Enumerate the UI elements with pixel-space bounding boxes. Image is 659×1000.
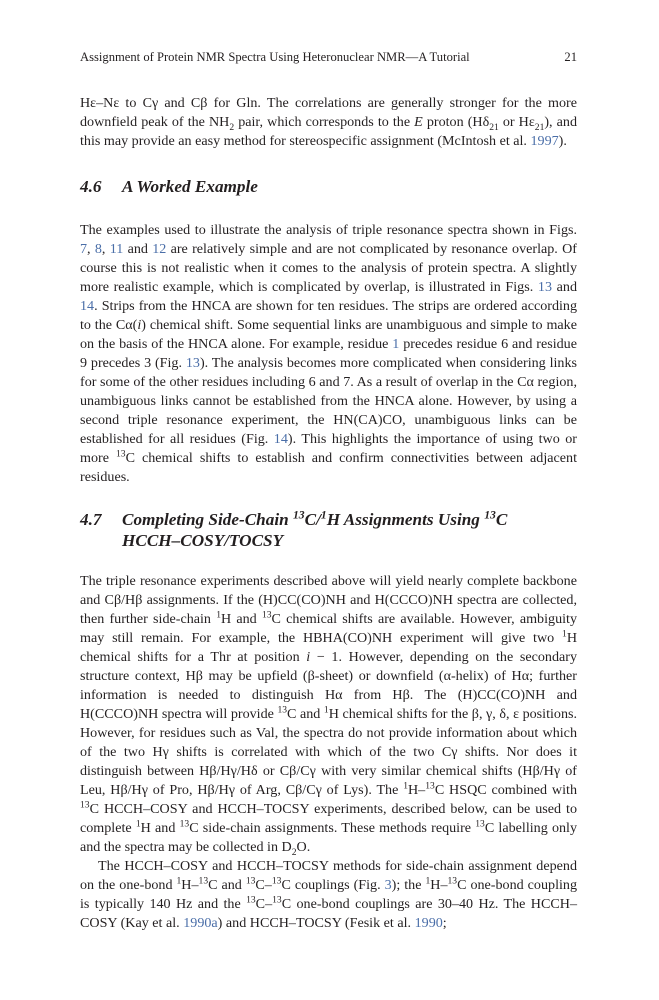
running-title: Assignment of Protein NMR Spectra Using Heteronuclear NMR—A Tutorial [80, 50, 470, 64]
superscript: 1 [320, 508, 327, 522]
section-title-line1-mid: C/ [304, 510, 321, 529]
figure-link[interactable]: 13 [185, 355, 200, 371]
figure-link[interactable]: 11 [109, 241, 124, 257]
figure-link[interactable]: 14 [80, 298, 95, 314]
paragraph-worked-example: The examples used to illustrate the analysis of triple resonance spectra shown in Figs. 7, 8, 11 and 12 are relatively simple and are not complicated by resonance overlap. Of course this is not realistic when it comes to the analysis of protein spectra. A slightly more realistic example, which is complicated by overlap, is illustrated in Figs. 13 and 14. Strips from the HNCA are shown for ten residues. The strips are ordered according to the Cα(i) chemical shift. Some sequential links are unambiguous and simple to make on the basis of the HNCA alone. For example, residue 1 precedes residue 6 and residue 9 precedes 3 (Fig. 13). The analysis becomes more complicated when considering links for some of the other residues including 6 and 7. As a result of overlap in the Cα region, unambiguous links cannot be established from the HNCA alone. However, by using a second triple resonance experiment, the HN(CA)CO, unambiguous links can be established for all residues (Fig. 14). This highlights the importance of using two or more $^{13}$C chemical shifts to establish and confirm connectivities between adjacent residues. [80, 222, 578, 485]
citation-link[interactable]: 1990a [183, 915, 218, 931]
section-heading-4-7 [80, 509, 577, 551]
residue-link[interactable]: 1 [392, 336, 400, 352]
figure-link[interactable]: 3 [384, 877, 392, 893]
superscript: 13 [484, 508, 496, 522]
running-head [80, 49, 577, 65]
page-number: 21 [564, 50, 577, 64]
section-title: A Worked Example [122, 177, 258, 196]
figure-link[interactable]: 12 [152, 241, 167, 257]
figure-link[interactable]: 14 [273, 431, 288, 447]
superscript: 13 [292, 508, 305, 522]
figure-link[interactable]: 7 [80, 241, 88, 257]
section-title-line1-pre: Completing Side-Chain [122, 510, 293, 529]
section-title-line1-post: H Assignments Using [326, 510, 485, 529]
citation-link[interactable]: 1990 [414, 915, 443, 931]
figure-link[interactable]: 8 [94, 241, 102, 257]
section-title-line1-end: C [495, 510, 508, 529]
paragraph-side-chain: The triple resonance experiments described above will yield nearly complete backbone and Cβ/Hβ assignments. If the (H)CC(CO)NH and H(CCCO)NH spectra are collected, then further side-chain $^1$H and $^{13}$C chemical shifts are available. However, ambiguity may still remain. For example, the HBHA(CO)NH experiment will give two $^1$H chemical shifts for a Thr at position i − 1. However, depending on the secondary structure context, Hβ may be upfield (β-sheet) or downfield (α-helix) of Hα; further information is needed to distinguish Hα from Hβ. The (H)CC(CO)NH and H(CCCO)NH spectra will provide $^{13}$C and $^1$H chemical shifts for the β, γ, δ, ε positions. However, for residues such as Val, the spectra do not provide information about which of the two Hγ shifts is correlated with which of the two Cγ shifts. Nor does it distinguish between Hβ/Hγ/Hδ or Cβ/Cγ with very similar chemical shifts (Hβ/Hγ of Leu, Hβ/Hγ of Pro, Hβ/Hγ of Arg, Cβ/Cγ of Lys). The $^1$H–$^{13}$C HSQC combined with $^{13}$C HCCH–COSY and HCCH–TOCSY experiments, described below, can be used to complete $^1$H and $^{13}$C side-chain assignments. These methods require $^{13}$C labelling only and the spectra may be collected in $D_2O$. The HCCH–COSY and HCCH–TOCSY methods for side-chain assignment depend on the one-bond $^1$H–$^{13}$C and $^{13}$C–$^{13}$C couplings (Fig. 3); the $^1$H–$^{13}$C one-bond coupling is typically 140 Hz and the $^{13}$C–$^{13}$C one-bond couplings are 30–40 Hz. The HCCH–COSY (Kay et al. 1990a) and HCCH–TOCSY (Fesik et al. 1990; [80, 573, 578, 931]
section-number: 4.6 [80, 177, 102, 196]
section-number: 4.7 [80, 510, 102, 529]
section-title-line2: HCCH–COSY/TOCSY [122, 531, 284, 550]
figure-link[interactable]: 13 [537, 279, 552, 295]
paragraph-intro: Hε–Nε to Cγ and Cβ for Gln. The correlations are generally stronger for the more downfield peak of the $NH_2$ pair, which corresponds to the E proton ($H\delta_{21}$ or $H\varepsilon_{21}$), and this may provide an easy method for stereospecific assignment (McIntosh et al. 1997). [80, 95, 577, 149]
citation-link[interactable]: 1997 [530, 133, 559, 149]
section-heading-4-6 [80, 176, 577, 197]
